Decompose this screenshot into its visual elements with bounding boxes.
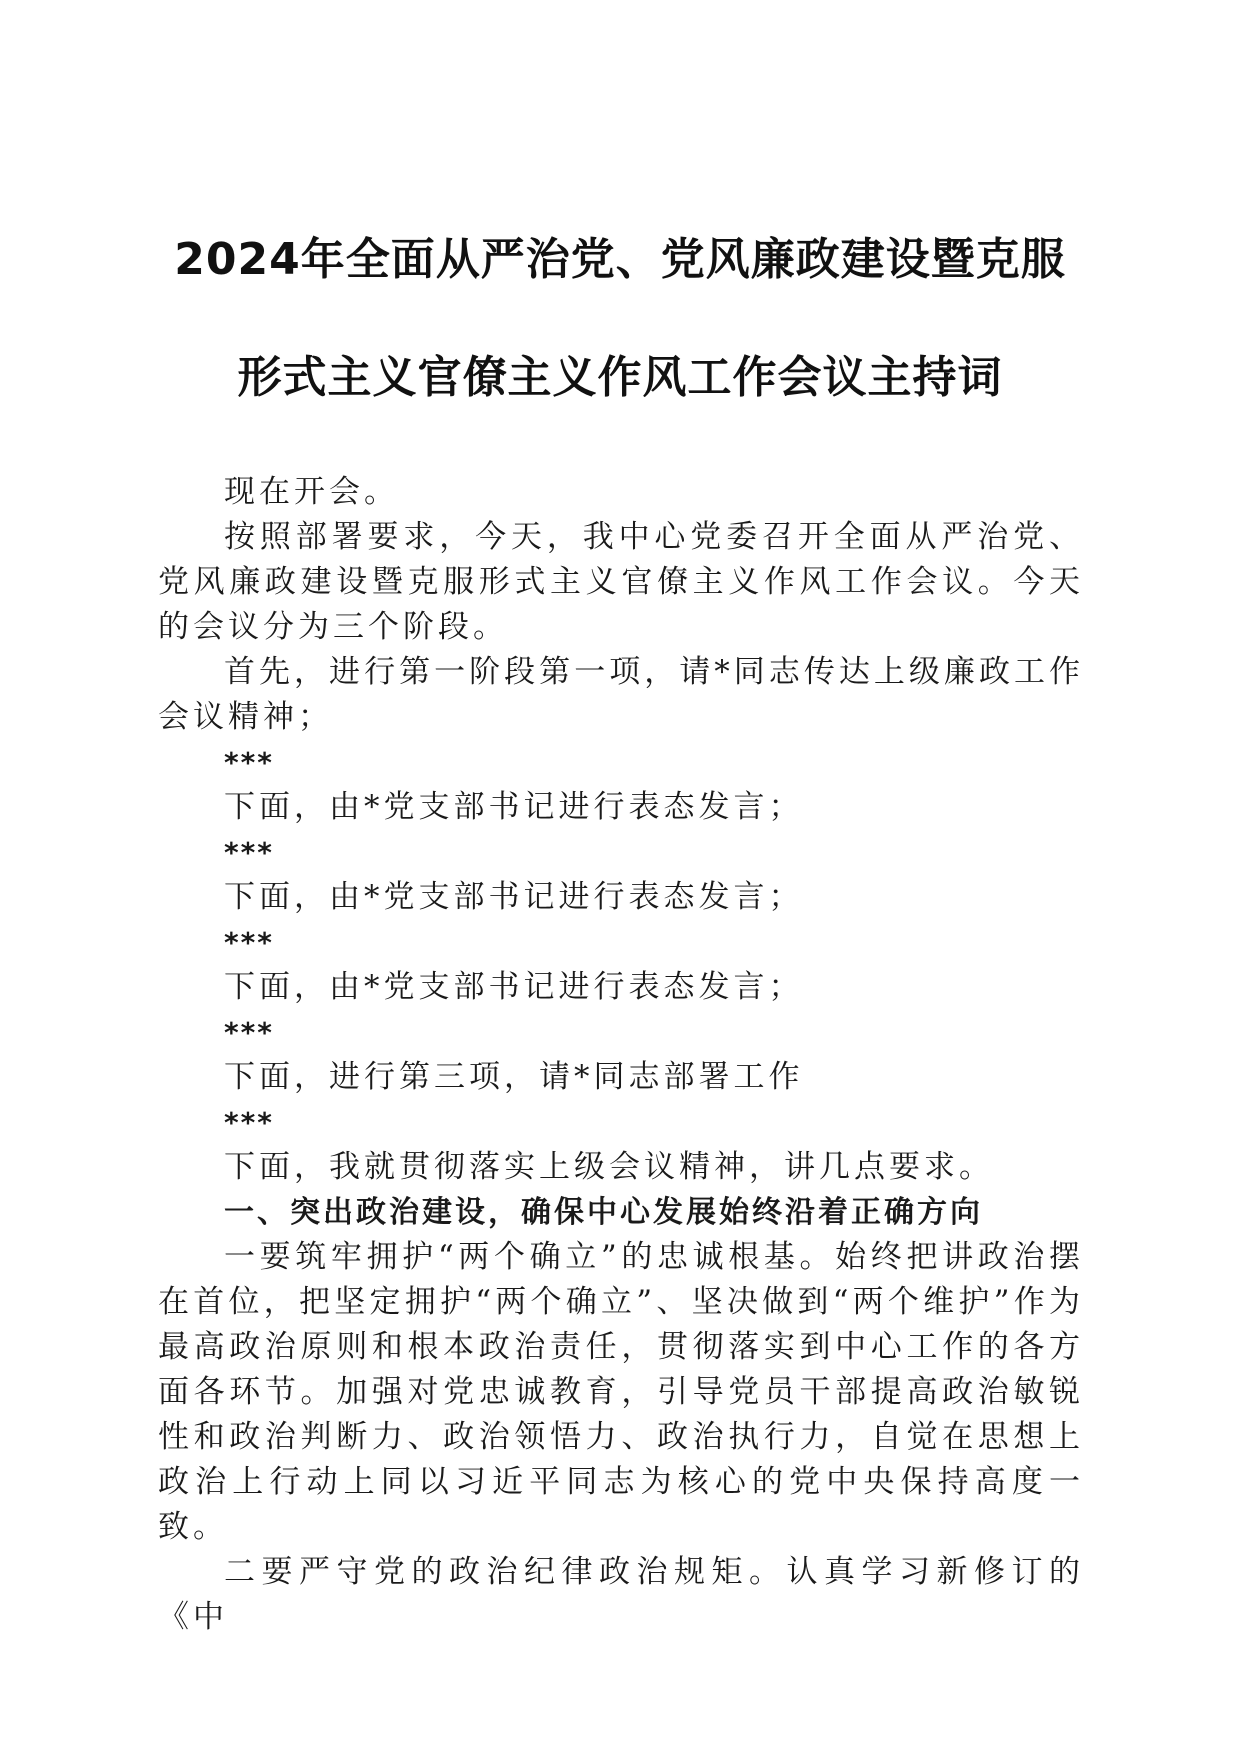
placeholder-separator: ***	[224, 836, 274, 869]
document-title-line-1: 2024年全面从严治党、党风廉政建设暨克服	[174, 234, 1066, 285]
paragraph-requirement-1: 一要筑牢拥护“两个确立”的忠诚根基。始终把讲政治摆在首位，把坚定拥护“两个确立”、坚决做到“两个维护”作为最高政治原则和根本政治责任，贯彻落实到中心工作的各方面各环节。加强对党忠诚教育，引导党员干部提高政治敏锐性和政治判断力、政治领悟力、政治执行力，自觉在思想上政治上行动上同以习近平同志为核心的党中央保持高度一致。	[158, 1239, 1084, 1545]
paragraph-requirement-2: 二要严守党的政治纪律政治规矩。认真学习新修订的《中	[158, 1554, 1084, 1635]
section-heading-1: 一、突出政治建设，确保中心发展始终沿着正确方向	[224, 1195, 983, 1230]
paragraph-opening: 现在开会。	[224, 474, 399, 510]
document-body	[158, 470, 1084, 1640]
paragraph-branch-speech: 下面，由*党支部书记进行表态发言；	[224, 789, 804, 825]
paragraph-third-item: 下面，进行第三项，请*同志部署工作	[224, 1059, 804, 1095]
placeholder-separator: ***	[224, 926, 274, 959]
placeholder-separator: ***	[224, 1016, 274, 1049]
paragraph-first-item: 首先，进行第一阶段第一项，请*同志传达上级廉政工作会议精神；	[158, 654, 1084, 735]
paragraph-requirements-intro: 下面，我就贯彻落实上级会议精神，讲几点要求。	[224, 1149, 994, 1185]
document-title-line-2: 形式主义官僚主义作风工作会议主持词	[237, 352, 1003, 403]
placeholder-separator: ***	[224, 1106, 274, 1139]
paragraph-branch-speech: 下面，由*党支部书记进行表态发言；	[224, 879, 804, 915]
paragraph-introduction: 按照部署要求，今天，我中心党委召开全面从严治党、党风廉政建设暨克服形式主义官僚主义作风工作会议。今天的会议分为三个阶段。	[158, 519, 1084, 645]
placeholder-separator: ***	[224, 746, 274, 779]
paragraph-branch-speech: 下面，由*党支部书记进行表态发言；	[224, 969, 804, 1005]
